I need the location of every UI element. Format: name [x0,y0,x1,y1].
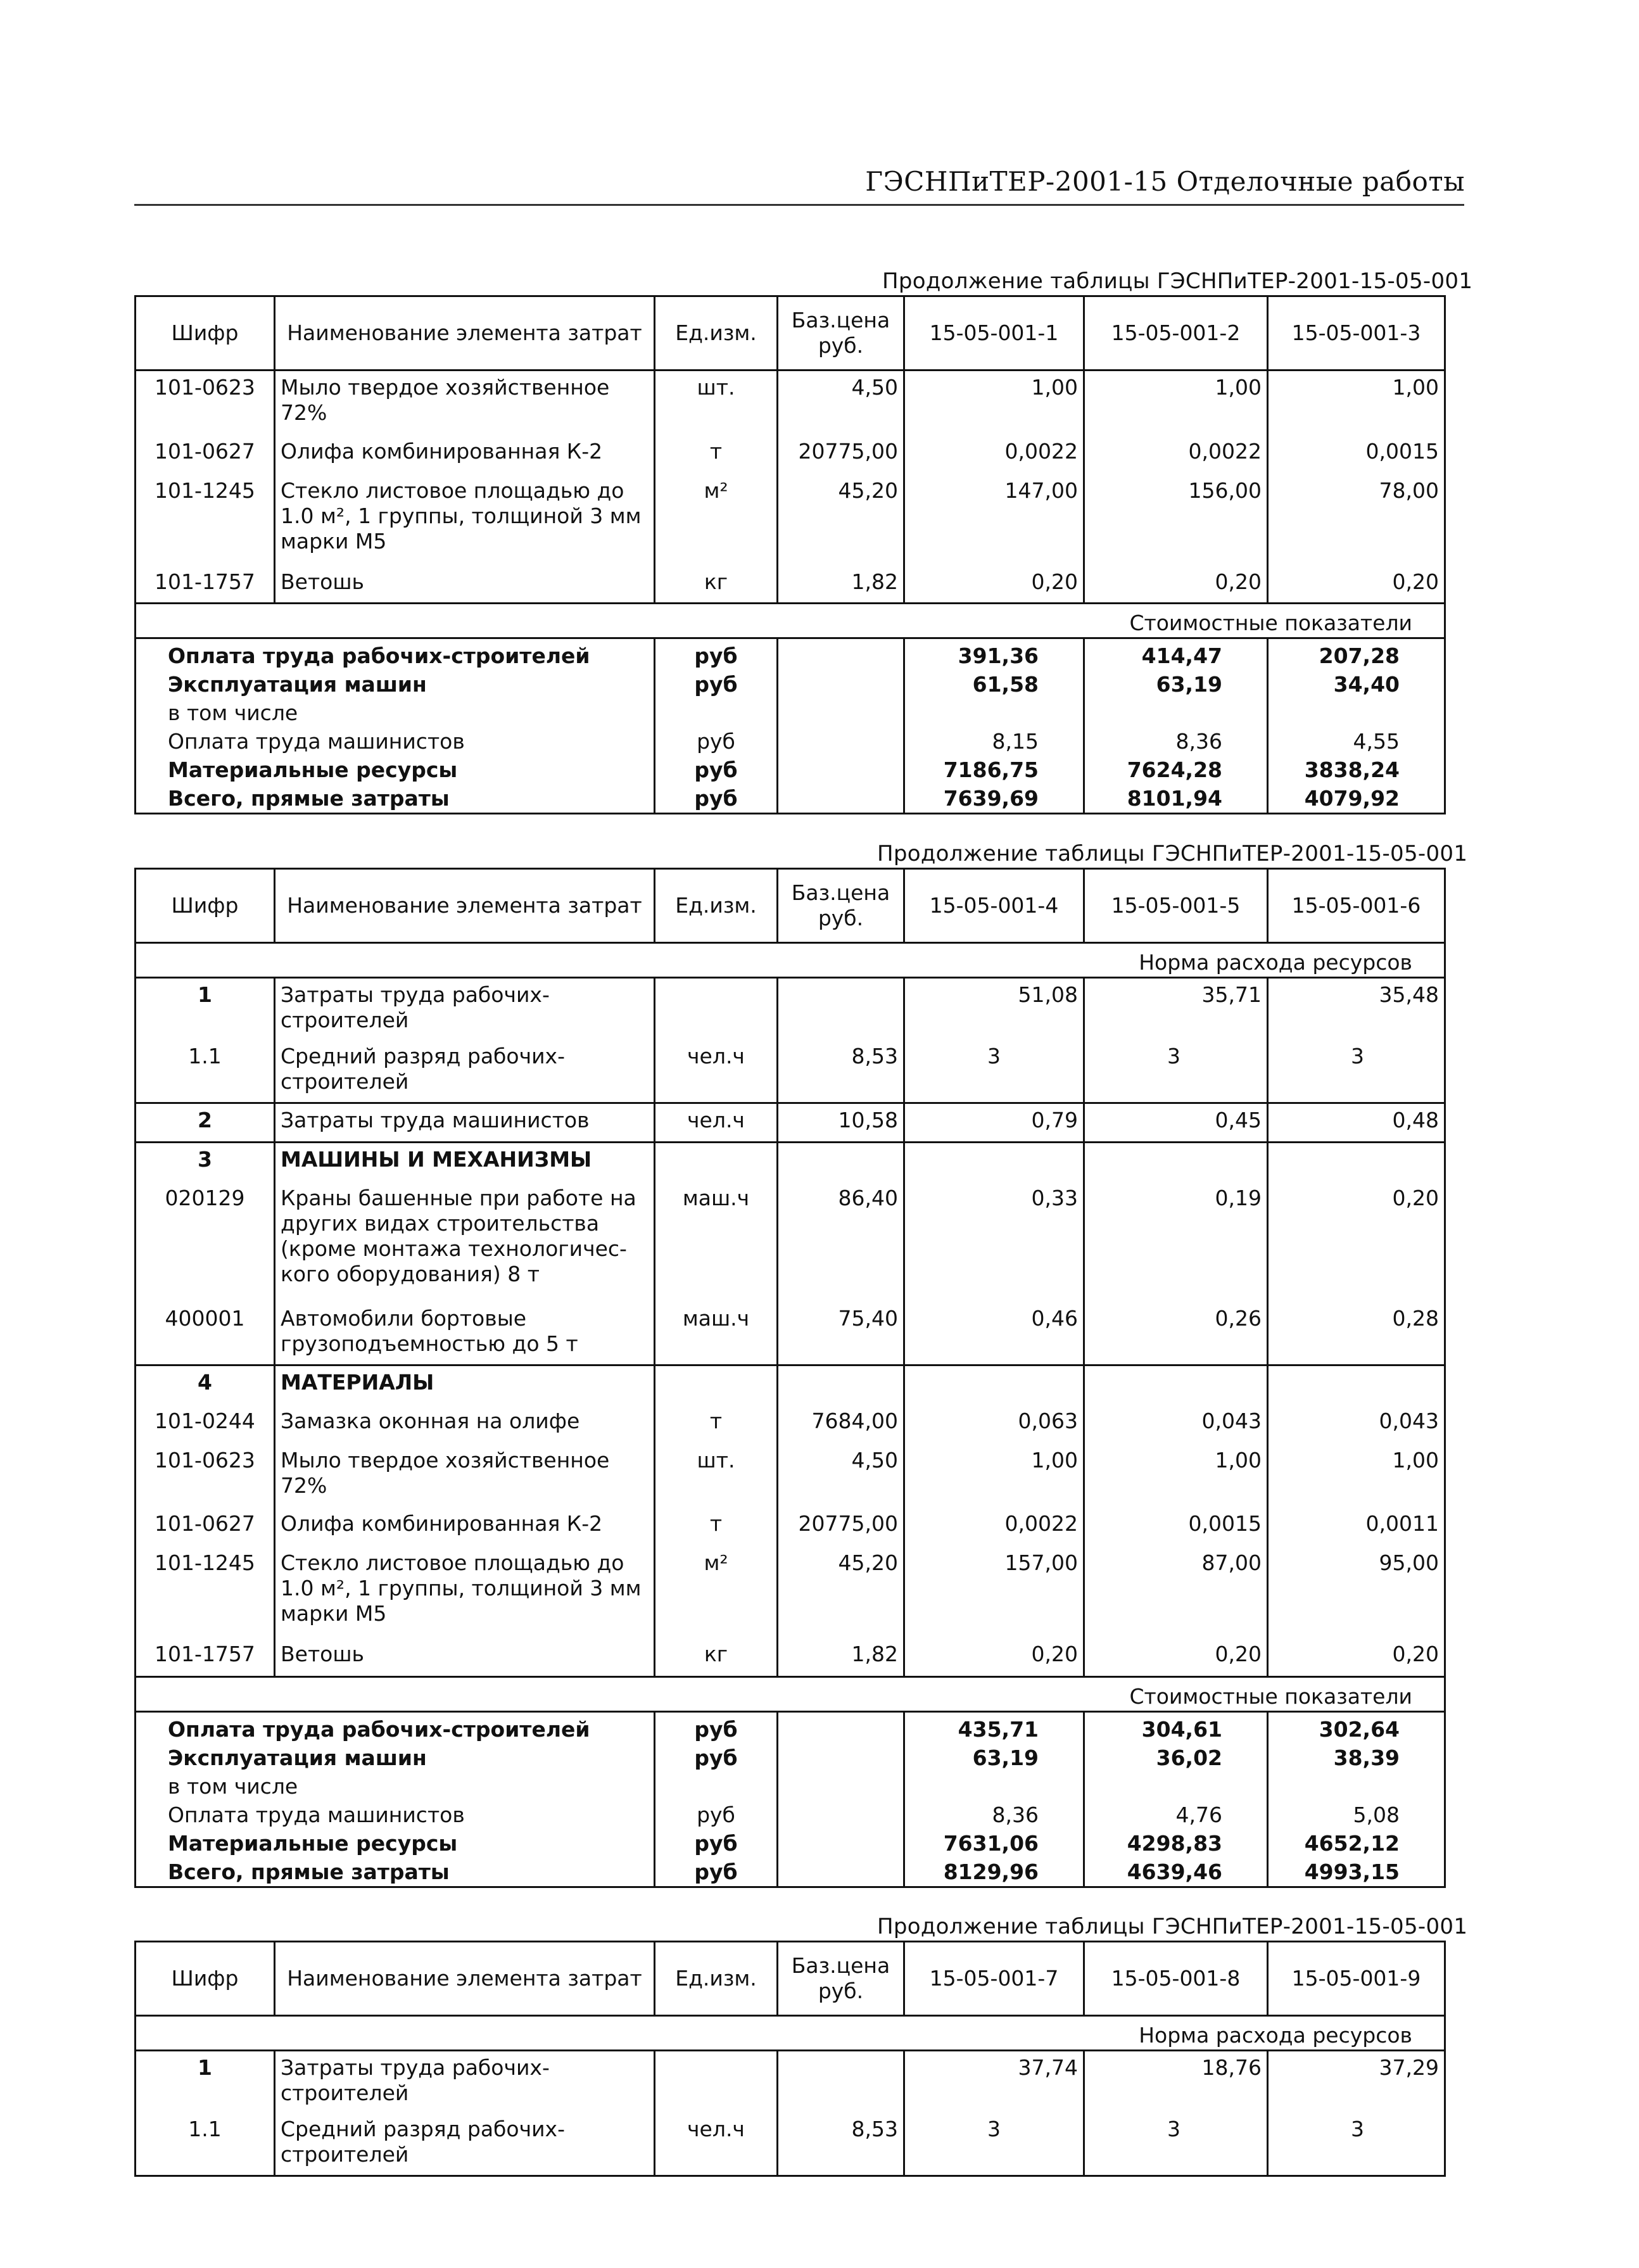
cost-value: 391,36 [904,639,1084,670]
cost-row [136,1801,1445,1829]
cell-unit [655,978,778,1040]
page-header-title: ГЭСНПиТЕР-2001-15 Отделочные работы [865,166,1465,197]
cell-code: 101-1757 [136,1638,275,1677]
cell-price: 8,53 [778,1040,904,1103]
cost-row [136,1713,1445,1744]
section-label: Стоимостные показатели [136,1677,1445,1712]
cell-name: Краны башенные при работе на других видах строительства (кроме монтажа технологичес-кого оборудования) 8 т [275,1182,655,1302]
cost-value [1084,699,1268,727]
cell-code: 101-1245 [136,1547,275,1638]
cell-value: 78,00 [1268,474,1445,566]
cost-value: 414,47 [1084,639,1268,670]
cell-value: 3 [1084,1040,1268,1103]
cell-value: 1,00 [1268,1444,1445,1507]
cell-value: 0,043 [1084,1405,1268,1444]
cell-name: Затраты труда рабочих-строителей [275,2051,655,2113]
cost-label: Материальные ресурсы [136,1829,655,1858]
cost-price-empty [778,1858,904,1887]
cell-code: 101-1757 [136,566,275,604]
table-row [136,1302,1445,1365]
cell-value: 0,20 [1268,1638,1445,1677]
cell-unit: т [655,1507,778,1547]
cell-code: 101-0623 [136,1444,275,1507]
cost-price-empty [778,1744,904,1772]
cell-value: 0,043 [1268,1405,1445,1444]
cell-value: 0,20 [1084,1638,1268,1677]
cost-value: 8,15 [904,727,1084,756]
col-header-rate: 15-05-001-2 [1084,296,1268,371]
table-row [136,1638,1445,1677]
cell-name: Замазка оконная на олифе [275,1405,655,1444]
cell-value: 0,45 [1084,1103,1268,1143]
cell-value: 157,00 [904,1547,1084,1638]
cell-value: 3 [904,1040,1084,1103]
table-row [136,1405,1445,1444]
cost-value: 4,76 [1084,1801,1268,1829]
cost-unit: руб [655,1801,778,1829]
cost-value: 7631,06 [904,1829,1084,1858]
cost-value: 435,71 [904,1713,1084,1744]
cell-name: Средний разряд рабочих-строителей [275,2113,655,2176]
col-header-name: Наименование элемента затрат [275,869,655,943]
cell-value: 1,00 [904,1444,1084,1507]
cost-label: Оплата труда машинистов [136,1801,655,1829]
col-header-unit: Ед.изм. [655,869,778,943]
cell-code: 101-0627 [136,1507,275,1547]
cell-value: 0,46 [904,1302,1084,1365]
cell-name: Затраты труда рабочих-строителей [275,978,655,1040]
cost-label: в том числе [136,1772,655,1801]
col-header-code: Шифр [136,296,275,371]
cell-unit: кг [655,1638,778,1677]
cell-name: Автомобили бортовые грузоподъемностью до 5 т [275,1302,655,1365]
cost-value: 8129,96 [904,1858,1084,1887]
cell-value: 51,08 [904,978,1084,1040]
section-label: Стоимостные показатели [136,604,1445,638]
table-row [136,978,1445,1040]
table-caption: Продолжение таблицы ГЭСНПиТЕР-2001-15-05-001 [882,269,1473,294]
cell-name: Средний разряд рабочих-строителей [275,1040,655,1103]
cost-unit: руб [655,1829,778,1858]
cost-value [1084,1772,1268,1801]
cell-unit: чел.ч [655,1103,778,1143]
cell-value: 1,00 [1268,371,1445,435]
cell-value: 3 [1084,2113,1268,2176]
cost-value: 38,39 [1268,1744,1445,1772]
table-row [136,1444,1445,1507]
col-header-rate: 15-05-001-1 [904,296,1084,371]
cost-unit: руб [655,1713,778,1744]
cost-price-empty [778,784,904,814]
cell-unit: маш.ч [655,1302,778,1365]
cell-name: Стекло листовое площадью до 1.0 м², 1 группы, толщиной 3 мм марки М5 [275,474,655,566]
cell-value: 18,76 [1084,2051,1268,2113]
cell-code: 3 [136,1143,275,1182]
cell-price: 20775,00 [778,435,904,474]
col-header-code: Шифр [136,1942,275,2016]
table-row [136,435,1445,474]
cell-value: 0,20 [904,566,1084,604]
col-header-rate: 15-05-001-8 [1084,1942,1268,2016]
cell-price: 4,50 [778,371,904,435]
cost-value: 61,58 [904,670,1084,699]
table-row [136,371,1445,435]
col-header-code: Шифр [136,869,275,943]
cell-value: 0,26 [1084,1302,1268,1365]
cell-unit: кг [655,566,778,604]
cost-unit: руб [655,1858,778,1887]
cell-name: Олифа комбинированная К-2 [275,1507,655,1547]
cost-price-empty [778,756,904,784]
cost-label: в том числе [136,699,655,727]
section-heading: МАШИНЫ И МЕХАНИЗМЫ [275,1143,655,1182]
cell-value: 0,20 [1268,566,1445,604]
cost-value: 4639,46 [1084,1858,1268,1887]
cost-value [1268,1772,1445,1801]
cell-unit: т [655,1405,778,1444]
cell-price: 7684,00 [778,1405,904,1444]
cost-value [904,1772,1084,1801]
cell-value: 1,00 [904,371,1084,435]
cell-name: Мыло твердое хозяйственное 72% [275,371,655,435]
cell-unit: т [655,435,778,474]
cost-row [136,1772,1445,1801]
cost-row [136,1744,1445,1772]
cell-price: 75,40 [778,1302,904,1365]
cell-price: 1,82 [778,566,904,604]
resource-table-1 [134,295,1444,814]
table-row [136,566,1445,604]
cell-value: 3 [1268,1040,1445,1103]
cost-value: 3838,24 [1268,756,1445,784]
cell-price: 10,58 [778,1103,904,1143]
cost-label: Эксплуатация машин [136,670,655,699]
col-header-rate: 15-05-001-6 [1268,869,1445,943]
cost-row [136,699,1445,727]
cell-name: Затраты труда машинистов [275,1103,655,1143]
cost-price-empty [778,1772,904,1801]
cost-value: 5,08 [1268,1801,1445,1829]
cell-code: 101-0244 [136,1405,275,1444]
cell-name: Ветошь [275,566,655,604]
cost-label: Всего, прямые затраты [136,784,655,814]
cell-value: 0,0015 [1084,1507,1268,1547]
cell-code: 101-0623 [136,371,275,435]
cell-value: 0,063 [904,1405,1084,1444]
cell-unit: чел.ч [655,2113,778,2176]
col-header-rate: 15-05-001-7 [904,1942,1084,2016]
cost-row [136,1829,1445,1858]
cost-value: 4652,12 [1268,1829,1445,1858]
cost-unit: руб [655,784,778,814]
cost-value: 63,19 [1084,670,1268,699]
cell-value: 37,29 [1268,2051,1445,2113]
cost-unit: руб [655,670,778,699]
table-row [136,474,1445,566]
cell-value: 0,20 [1268,1182,1445,1302]
cost-price-empty [778,727,904,756]
cost-value: 8101,94 [1084,784,1268,814]
cell-unit: чел.ч [655,1040,778,1103]
cell-code: 4 [136,1365,275,1405]
col-header-price: Баз.цена руб. [778,1942,904,2016]
cell-value: 3 [904,2113,1084,2176]
cell-value: 35,71 [1084,978,1268,1040]
table-row [136,1103,1445,1143]
cost-row [136,670,1445,699]
cell-unit: шт. [655,1444,778,1507]
table-row [136,1507,1445,1547]
cell-price: 86,40 [778,1182,904,1302]
cost-value: 34,40 [1268,670,1445,699]
cell-price [778,2051,904,2113]
resource-table-2 [134,868,1444,1888]
cell-code: 2 [136,1103,275,1143]
cell-code: 1.1 [136,2113,275,2176]
cost-value: 304,61 [1084,1713,1268,1744]
cost-row [136,784,1445,814]
cell-value: 1,00 [1084,371,1268,435]
cost-value: 4993,15 [1268,1858,1445,1887]
cost-value: 8,36 [1084,727,1268,756]
cost-value: 207,28 [1268,639,1445,670]
cost-value: 4,55 [1268,727,1445,756]
cost-price-empty [778,1801,904,1829]
cell-value: 0,0011 [1268,1507,1445,1547]
cell-value: 0,20 [904,1638,1084,1677]
cost-value: 7639,69 [904,784,1084,814]
cell-value: 35,48 [1268,978,1445,1040]
cell-name: Ветошь [275,1638,655,1677]
cost-row [136,727,1445,756]
table-row [136,1365,1445,1405]
table-row [136,1143,1445,1182]
cell-value: 156,00 [1084,474,1268,566]
table-row [136,2051,1445,2113]
cell-code: 1 [136,978,275,1040]
section-label: Норма расхода ресурсов [136,943,1445,978]
cell-code: 1 [136,2051,275,2113]
cost-price-empty [778,639,904,670]
resource-table-3 [134,1941,1444,2177]
table-row [136,2113,1445,2176]
cost-unit: руб [655,1744,778,1772]
cell-price: 20775,00 [778,1507,904,1547]
col-header-name: Наименование элемента затрат [275,296,655,371]
cell-price: 4,50 [778,1444,904,1507]
table-caption: Продолжение таблицы ГЭСНПиТЕР-2001-15-05-001 [877,1914,1468,1939]
cost-price-empty [778,1713,904,1744]
cost-unit [655,1772,778,1801]
cell-value: 0,33 [904,1182,1084,1302]
cost-label: Материальные ресурсы [136,756,655,784]
header-rule [134,204,1464,206]
cost-value: 7186,75 [904,756,1084,784]
cost-value [1268,699,1445,727]
cost-value: 8,36 [904,1801,1084,1829]
cell-code: 400001 [136,1302,275,1365]
cell-unit: маш.ч [655,1182,778,1302]
cell-value: 0,0015 [1268,435,1445,474]
cost-price-empty [778,670,904,699]
cost-price-empty [778,699,904,727]
cost-row [136,639,1445,670]
cell-value: 95,00 [1268,1547,1445,1638]
cell-code: 020129 [136,1182,275,1302]
cell-name: Мыло твердое хозяйственное 72% [275,1444,655,1507]
col-header-unit: Ед.изм. [655,296,778,371]
col-header-unit: Ед.изм. [655,1942,778,2016]
cell-value: 37,74 [904,2051,1084,2113]
cost-unit: руб [655,727,778,756]
cost-value: 63,19 [904,1744,1084,1772]
cost-label: Всего, прямые затраты [136,1858,655,1887]
table-row [136,1040,1445,1103]
cell-unit: м² [655,1547,778,1638]
cell-code: 101-0627 [136,435,275,474]
col-header-price: Баз.цена руб. [778,296,904,371]
cost-label: Оплата труда рабочих-строителей [136,639,655,670]
cell-price: 1,82 [778,1638,904,1677]
cost-unit: руб [655,639,778,670]
table-row [136,1547,1445,1638]
col-header-rate: 15-05-001-4 [904,869,1084,943]
cost-unit: руб [655,756,778,784]
cell-unit: шт. [655,371,778,435]
cost-value: 4298,83 [1084,1829,1268,1858]
cost-value [904,699,1084,727]
cell-value: 0,20 [1084,566,1268,604]
cost-price-empty [778,1829,904,1858]
cost-label: Оплата труда машинистов [136,727,655,756]
cost-row [136,756,1445,784]
cost-label: Оплата труда рабочих-строителей [136,1713,655,1744]
cell-value: 1,00 [1084,1444,1268,1507]
cell-price: 8,53 [778,2113,904,2176]
section-heading: МАТЕРИАЛЫ [275,1365,655,1405]
cost-row [136,1858,1445,1887]
cell-value: 0,48 [1268,1103,1445,1143]
table-row [136,1182,1445,1302]
cell-value: 0,0022 [904,1507,1084,1547]
section-label: Норма расхода ресурсов [136,2016,1445,2051]
cell-price [778,978,904,1040]
cost-value: 7624,28 [1084,756,1268,784]
cell-price: 45,20 [778,474,904,566]
cell-name: Олифа комбинированная К-2 [275,435,655,474]
cost-unit [655,699,778,727]
col-header-rate: 15-05-001-5 [1084,869,1268,943]
cell-value: 0,79 [904,1103,1084,1143]
col-header-name: Наименование элемента затрат [275,1942,655,2016]
cell-unit: м² [655,474,778,566]
cost-value: 4079,92 [1268,784,1445,814]
cost-summary [134,1713,1446,1888]
cell-value: 0,0022 [1084,435,1268,474]
cost-value: 36,02 [1084,1744,1268,1772]
cell-unit [655,2051,778,2113]
cell-value: 0,0022 [904,435,1084,474]
cost-label: Эксплуатация машин [136,1744,655,1772]
col-header-price: Баз.цена руб. [778,869,904,943]
cell-value: 0,19 [1084,1182,1268,1302]
cell-price: 45,20 [778,1547,904,1638]
cell-value: 147,00 [904,474,1084,566]
col-header-rate: 15-05-001-3 [1268,296,1445,371]
cost-summary [134,639,1446,814]
col-header-rate: 15-05-001-9 [1268,1942,1445,2016]
cell-name: Стекло листовое площадью до 1.0 м², 1 группы, толщиной 3 мм марки М5 [275,1547,655,1638]
cell-value: 87,00 [1084,1547,1268,1638]
table-caption: Продолжение таблицы ГЭСНПиТЕР-2001-15-05-001 [877,841,1468,866]
cost-value: 302,64 [1268,1713,1445,1744]
cell-code: 1.1 [136,1040,275,1103]
cell-value: 0,28 [1268,1302,1445,1365]
cell-value: 3 [1268,2113,1445,2176]
cell-code: 101-1245 [136,474,275,566]
